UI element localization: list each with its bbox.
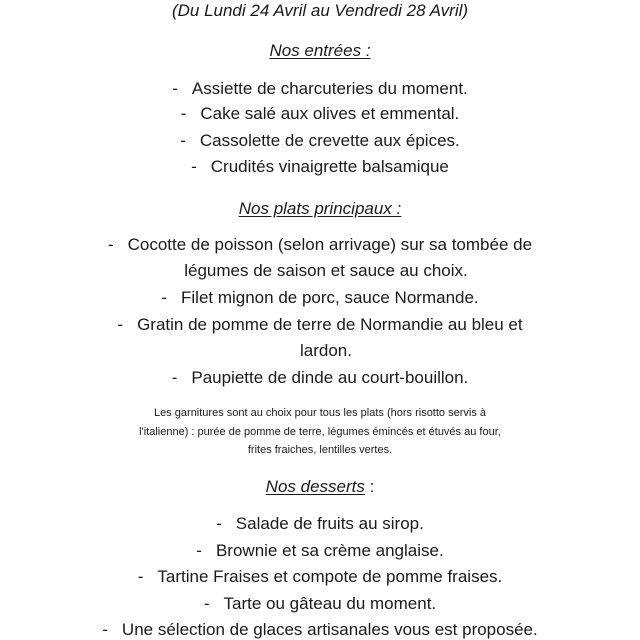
plat-item — [0, 368, 640, 388]
garnitures-note-line: frites fraiches, lentilles vertes. — [247, 444, 393, 456]
entree-item — [0, 157, 640, 177]
dessert-item — [0, 620, 640, 640]
desserts-heading-text: Nos desserts — [265, 477, 365, 496]
bullet-dash: - — [180, 104, 187, 123]
garnitures-note-line: Les garnitures sont au choix pour tous les plats (hors risotto servis à — [154, 407, 486, 419]
desserts-heading — [0, 477, 640, 497]
bullet-dash: - — [196, 541, 202, 560]
plats-heading-text: Nos plats principaux : — [238, 199, 402, 218]
dessert-item-text: Tartine Fraises et compote de pomme fraises. — [157, 567, 503, 586]
dessert-item — [0, 567, 640, 587]
plat-item-continuation: légumes de saison et sauce au choix. — [184, 261, 468, 280]
dessert-item-text: Salade de fruits au sirop. — [235, 514, 424, 533]
dessert-item-text: Tarte ou gâteau du moment. — [223, 594, 437, 613]
garnitures-note-line: l'italienne) : purée de pomme de terre, légumes émincés et étuvés au four, — [139, 426, 501, 438]
bullet-dash: - — [161, 288, 167, 307]
plat-item-text: Filet mignon de porc, sauce Normande. — [181, 288, 479, 307]
desserts-heading-colon: : — [364, 477, 375, 496]
bullet-dash: - — [191, 157, 197, 176]
entrees-heading — [0, 41, 640, 61]
menu-dates: (Du Lundi 24 Avril au Vendredi 28 Avril) — [171, 1, 469, 20]
plat-item-text: Paupiette de dinde au court-bouillon. — [191, 368, 469, 387]
bullet-dash: - — [137, 567, 144, 586]
bullet-dash: - — [171, 368, 178, 387]
dessert-item — [0, 514, 640, 534]
plat-item-continuation: lardon. — [300, 341, 352, 360]
plats-heading — [0, 199, 640, 219]
dessert-item — [0, 594, 640, 614]
entree-item — [0, 79, 640, 99]
bullet-dash: - — [203, 594, 210, 613]
bullet-dash: - — [107, 235, 114, 254]
bullet-dash: - — [180, 131, 186, 150]
bullet-dash: - — [172, 79, 178, 98]
entrees-heading-text: Nos entrées : — [269, 41, 371, 60]
plat-item-text: Cocotte de poisson (selon arrivage) sur sa tombée de — [127, 235, 533, 254]
entree-item-text: Assiette de charcuteries du moment. — [191, 79, 468, 98]
dessert-item-text: Brownie et sa crème anglaise. — [215, 541, 444, 560]
entree-item — [0, 131, 640, 151]
entree-item-text: Crudités vinaigrette balsamique — [210, 157, 449, 176]
entree-item-text: Cassolette de crevette aux épices. — [199, 131, 460, 150]
plat-item — [0, 235, 640, 255]
entree-item-text: Cake salé aux olives et emmental. — [200, 104, 460, 123]
bullet-dash: - — [102, 620, 108, 639]
bullet-dash: - — [216, 514, 222, 533]
plat-item — [0, 315, 640, 335]
entree-item — [0, 104, 640, 124]
plat-item-text: Gratin de pomme de terre de Normandie au bleu et — [137, 315, 523, 334]
plat-item — [0, 288, 640, 308]
dessert-item — [0, 541, 640, 561]
bullet-dash: - — [117, 315, 124, 334]
dessert-item-text: Une sélection de glaces artisanales vous est proposée. — [121, 620, 538, 639]
